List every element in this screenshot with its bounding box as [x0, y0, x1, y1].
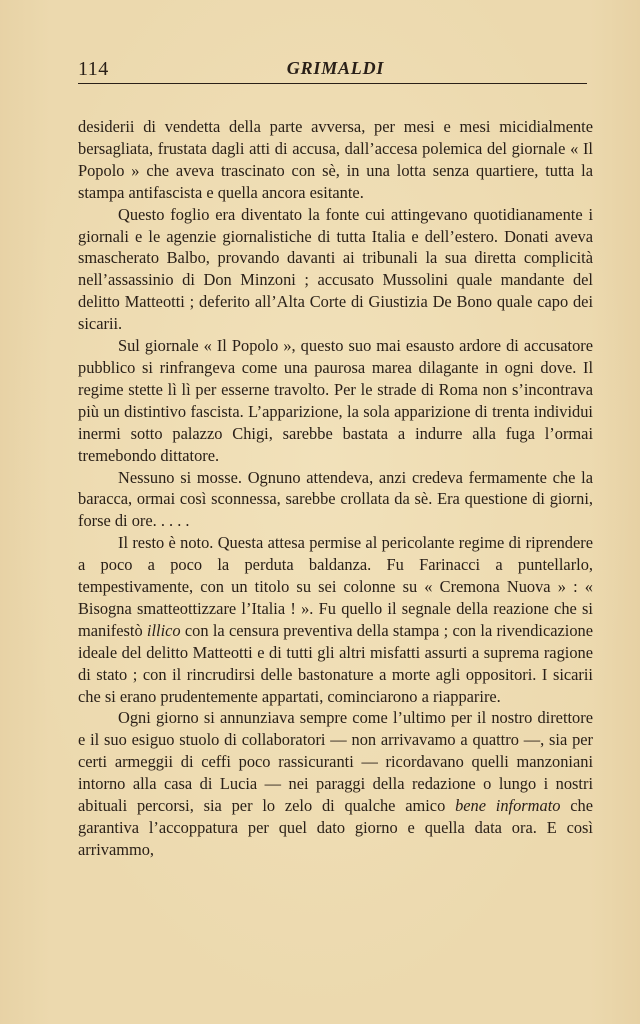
- paragraph-fonte: Questo foglio era diventato la fonte cui attingevano quotidianamente i giornali e le agenzie giornalistiche di tutta Italia e dell’estero. Donati aveva smascherato Balbo, provando davanti ai tribunali la sua diretta complicità nell’assassinio di Don Minzoni ; accusato Mussolini quale mandante del delitto Matteotti ; deferito all’Alta Corte di Giustizia De Bono quale capo dei sicarii.: [78, 204, 593, 334]
- paragraph-nessuno-si-mosse: Nessuno si mosse. Ognuno attendeva, anzi credeva fermamente che la baracca, ormai così sconnessa, sarebbe crollata da sè. Era questione di giorni, forse di ore. . . . .: [78, 467, 593, 531]
- header-rule: [78, 83, 587, 84]
- paragraph-ogni-giorno: [78, 707, 593, 860]
- page-number: 114: [78, 58, 109, 80]
- text-span: che garantiva l’accoppatura per quel dato giorno e quella data ora. E così arrivammo,: [78, 796, 594, 859]
- italic-word-illico: illico: [146, 620, 181, 640]
- paragraph-il-resto-e-noto: [78, 532, 593, 707]
- text-span: con la censura preventiva della stampa ; con la rivendicazione ideale del delitto Matteotti e di tutti gli altri misfatti assurti a suprema ragione di stato ; con il rincrudirsi delle bastonature a morte agli oppositori. I sicarii che si erano prudentemente appartati, cominciarono a riapparire.: [78, 620, 593, 706]
- paragraph-il-popolo: Sul giornale « Il Popolo », questo suo mai esausto ardore di accusatore pubblico si rinfrangeva come una paurosa marea dilagante in ogni dove. Il regime stette lì lì per esserne travolto. Per le strade di Roma non s’incontrava più un distintivo fascista. L’apparizione, la sola apparizione di trenta individui inermi sotto palazzo Chigi, sarebbe bastata a indurre alla fuga l’ormai tremebondo dittatore.: [78, 336, 593, 465]
- paragraph-continuation: desiderii di vendetta della parte avversa, per mesi e mesi micidialmente bersagliata, frustata dagli atti di accusa, dall’accesa polemica del giornale « Il Popolo » che aveva trascinato con sè, in una lotta senza quartiere, tutta la stampa antifascista e quella ancora esitante.: [78, 117, 593, 202]
- text-span: Ogni giorno si annunziava sempre come l’ultimo per il nostro direttore e il suo esiguo stuolo di collaboratori — non arrivavamo a quattro —, sia per certi armeggii di ceffi poco rassicuranti — ricordavano quelli manzoniani intorno alla casa di Lucia — nei paraggi della redazione o lungo i nostri abituali percorsi, sia per lo zelo di qualche amico: [78, 708, 593, 816]
- running-head: [78, 52, 593, 86]
- italic-phrase-bene-informato: bene informato: [455, 796, 561, 816]
- body-text: [78, 116, 593, 861]
- text-span: Il resto è noto. Questa attesa permise al pericolante regime di riprendere a poco a poco la perduta baldanza. Fu Farinacci a puntellarlo, tempestivamente, con un titolo su sei colonne su « Cremona Nuova » : « Bisogna smatteottizzare l’Italia ! ». Fu quello il segnale della reazione che si manifestò: [78, 533, 593, 640]
- running-head-title: GRIMALDI: [286, 58, 385, 78]
- book-page: [78, 52, 593, 861]
